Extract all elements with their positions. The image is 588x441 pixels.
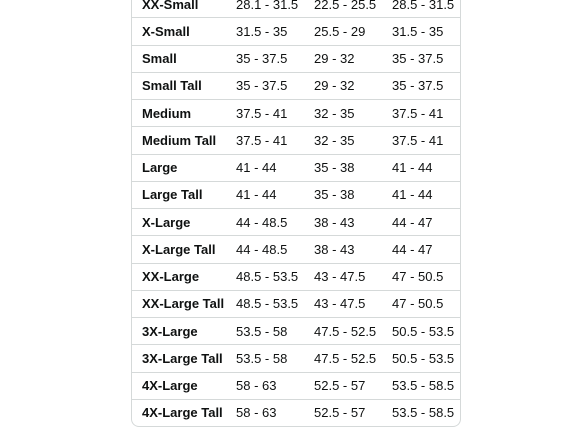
measurement-cell: 38 - 43: [314, 236, 392, 263]
measurement-cell: 58 - 63: [236, 405, 277, 421]
measurement-cell: 29 - 32: [314, 72, 392, 99]
size-label: X-Large: [132, 209, 236, 236]
size-label: 3X-Large Tall: [132, 345, 236, 372]
size-label: 4X-Large: [132, 372, 236, 399]
measurement-cell: 48.5 - 53.5: [236, 290, 314, 317]
table-row: [132, 372, 460, 399]
measurement-cell: 37.5 - 41: [392, 100, 460, 127]
measurement-cell: 47.5 - 52.5: [314, 345, 392, 372]
size-label: Small: [132, 45, 236, 72]
measurement-cell: 53.5 - 58.5: [392, 405, 455, 421]
measurement-cell: 31.5 - 35: [392, 18, 460, 45]
measurement-cell: 35 - 37.5: [392, 45, 460, 72]
measurement-cell: 44 - 48.5: [236, 236, 314, 263]
measurement-cell: 43 - 47.5: [314, 263, 392, 290]
size-label: Large Tall: [132, 181, 236, 208]
table-row: [132, 18, 460, 45]
measurement-cell: 41 - 44: [236, 181, 314, 208]
measurement-cell: 29 - 32: [314, 45, 392, 72]
measurement-cell: 44 - 47: [392, 209, 460, 236]
measurement-cell: 38 - 43: [314, 209, 392, 236]
table-row: [132, 236, 460, 263]
table-row: [132, 45, 460, 72]
size-label: X-Small: [132, 18, 236, 45]
measurement-cell: 53.5 - 58: [236, 318, 314, 345]
measurement-cell: 22.5 - 25.5: [314, 0, 392, 18]
size-label: XX-Large: [132, 263, 236, 290]
table-row: [132, 209, 460, 236]
measurement-cell: 35 - 38: [314, 154, 392, 181]
table-row: [132, 263, 460, 290]
size-label: 3X-Large: [132, 318, 236, 345]
measurement-cell: 28.1 - 31.5: [236, 0, 314, 18]
measurement-cell: 31.5 - 35: [236, 18, 314, 45]
size-label: 4X-Large Tall: [142, 405, 223, 421]
table-row: [132, 72, 460, 99]
measurement-cell: 35 - 38: [314, 181, 392, 208]
size-label: Medium: [132, 100, 236, 127]
size-label: Medium Tall: [132, 127, 236, 154]
measurement-cell: 58 - 63: [236, 372, 314, 399]
measurement-cell: 47 - 50.5: [392, 290, 460, 317]
measurement-cell: 35 - 37.5: [236, 72, 314, 99]
measurement-cell: 48.5 - 53.5: [236, 263, 314, 290]
table-row: [132, 0, 460, 18]
measurement-cell: 25.5 - 29: [314, 18, 392, 45]
measurement-cell: 37.5 - 41: [392, 127, 460, 154]
table-row: [132, 318, 460, 345]
measurement-cell: 50.5 - 53.5: [392, 318, 460, 345]
measurement-cell: 41 - 44: [392, 154, 460, 181]
size-label: Large: [132, 154, 236, 181]
size-label: XX-Small: [132, 0, 236, 18]
measurement-cell: 28.5 - 31.5: [392, 0, 460, 18]
table-row: [132, 345, 460, 372]
measurement-cell: 43 - 47.5: [314, 290, 392, 317]
table-row: [132, 290, 460, 317]
measurement-cell: 47 - 50.5: [392, 263, 460, 290]
measurement-cell: 32 - 35: [314, 100, 392, 127]
measurement-cell: 50.5 - 53.5: [392, 345, 460, 372]
measurement-cell: 41 - 44: [236, 154, 314, 181]
measurement-cell: 53.5 - 58.5: [392, 372, 460, 399]
size-label: X-Large Tall: [132, 236, 236, 263]
measurement-cell: 44 - 47: [392, 236, 460, 263]
table-row: [132, 399, 460, 426]
table-row: [132, 100, 460, 127]
measurement-cell: 52.5 - 57: [314, 372, 392, 399]
measurement-cell: 44 - 48.5: [236, 209, 314, 236]
table-row: [132, 127, 460, 154]
size-chart: [131, 0, 461, 427]
table-row: [132, 154, 460, 181]
measurement-cell: 35 - 37.5: [392, 72, 460, 99]
measurement-cell: 37.5 - 41: [236, 127, 314, 154]
measurement-cell: 37.5 - 41: [236, 100, 314, 127]
measurement-cell: 53.5 - 58: [236, 345, 314, 372]
measurement-cell: 41 - 44: [392, 181, 460, 208]
table-row: [132, 181, 460, 208]
measurement-cell: 35 - 37.5: [236, 45, 314, 72]
size-chart-table: [132, 0, 460, 426]
measurement-cell: 47.5 - 52.5: [314, 318, 392, 345]
measurement-cell: 32 - 35: [314, 127, 392, 154]
measurement-cell: 52.5 - 57: [314, 405, 366, 421]
size-label: XX-Large Tall: [132, 290, 236, 317]
size-label: Small Tall: [132, 72, 236, 99]
